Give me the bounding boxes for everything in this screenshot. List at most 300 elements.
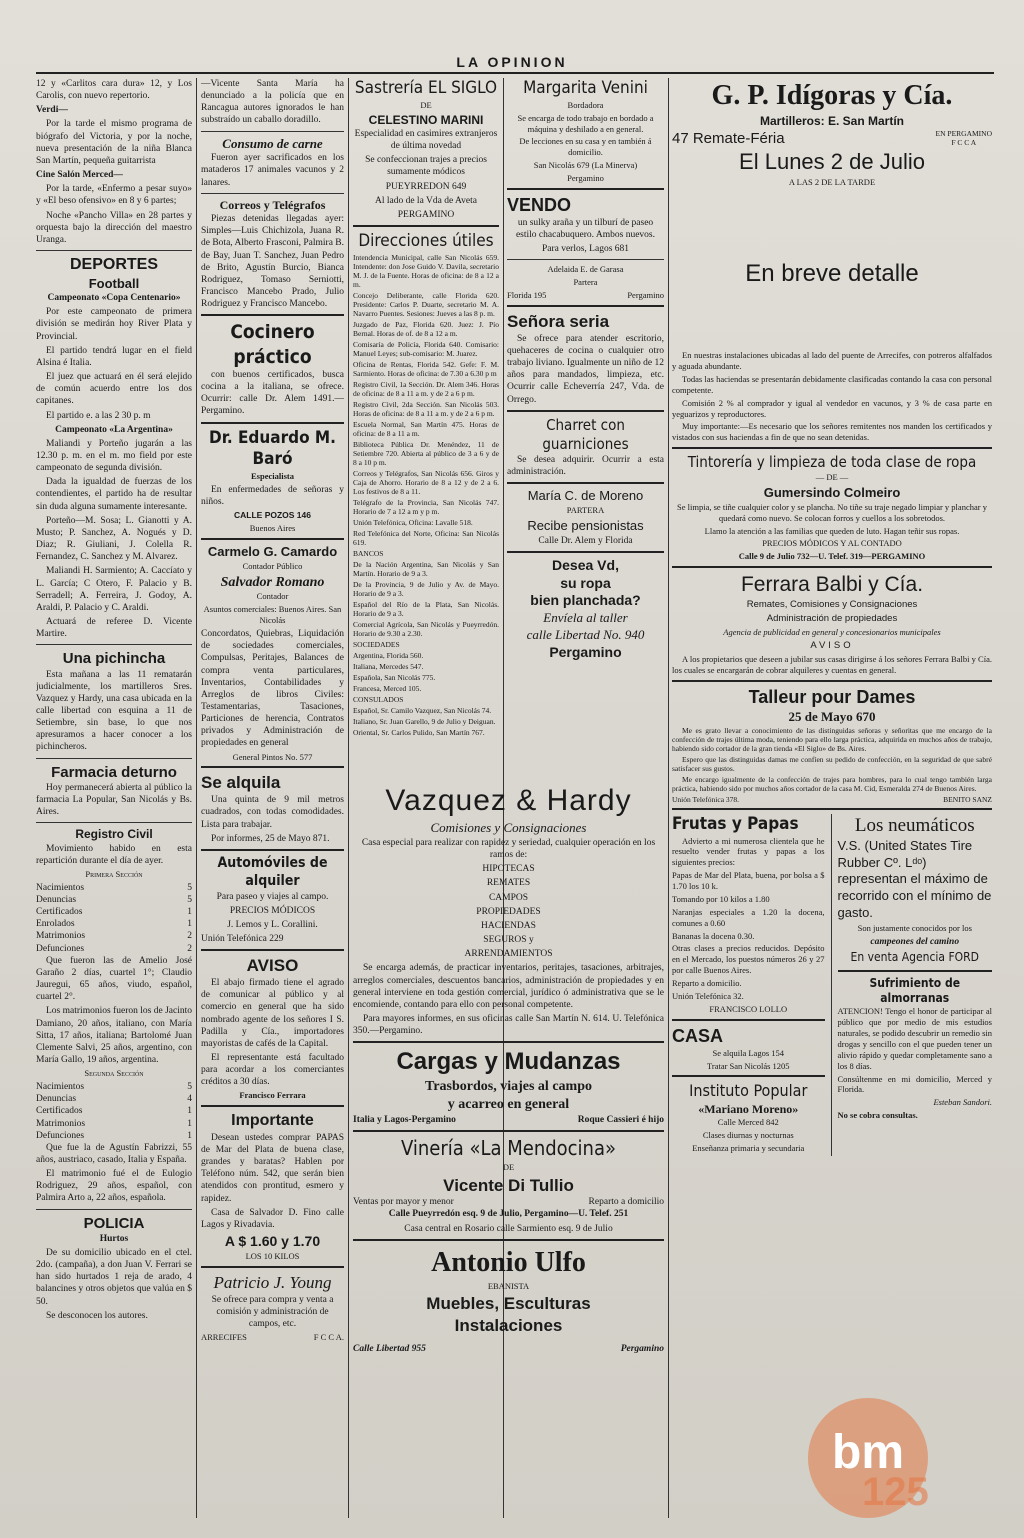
lunes-heading: El Lunes 2 de Julio <box>739 149 925 175</box>
garasa-subtitle: Partera <box>573 277 598 288</box>
instituto-text: Clases diurnas y nocturnas <box>702 1130 794 1141</box>
breve-text-1: En nuestras instalaciones ubicadas al lado del puente de Arrecifes, con potreros alfalfados y aguada abundante. <box>672 350 992 371</box>
moreno-heading: María C. de Moreno <box>527 488 644 504</box>
neumaticos-small: Son justamente conocidos por los <box>857 923 972 934</box>
automoviles-heading: Automóviles de alquiler <box>217 854 328 889</box>
neumaticos-heading: Los neumáticos <box>854 814 975 836</box>
column-3 <box>353 78 499 798</box>
baro-city: Buenos Aires <box>249 523 296 534</box>
camp2-text-2: Dada la igualdad de fuerzas de los contendientes, el partido ha de resultar sin duda alguna sumamente interesante. <box>36 477 192 512</box>
ulfo-address: Calle Libertad 955 <box>353 1343 426 1354</box>
direccion-item: Francesa, Merced 105. <box>353 683 422 693</box>
lunes-time: A LAS 2 DE LA TARDE <box>788 176 876 187</box>
divider <box>507 482 664 484</box>
vazquez-list-item: SEGUROS y <box>483 935 534 946</box>
stat-label: Enrolados <box>36 919 75 930</box>
vazquez-list-item: HIPOTECAS <box>482 864 535 875</box>
matrimonios-2-text: El matrimonio fué el de Eulogio Rodriguez, 29 años, español, con Palmira Arto a, 22 años, española. <box>36 1169 192 1204</box>
instituto-name: «Mariano Moreno» <box>698 1101 799 1116</box>
ulfo-heading: Antonio Ulfo <box>431 1246 586 1278</box>
direccion-item: Biblioteca Pública Dr. Menéndez, 11 de Setiembre 720. Abierta al público de 3 a 6 y de 8 a 10 p m. <box>353 439 499 467</box>
bottom-split <box>672 814 992 1156</box>
cine-text-2: Noche «Pancho Villa» en 28 partes y orquesta bajo la dirección del maestro Uranga. <box>36 210 192 245</box>
column-divider <box>196 78 197 1518</box>
almorranas-text: ATENCION! Tengo el honor de participar al público que por medio de mis estudios naturales, se podido descubrir un remedio sin drogas y sencillo con el que pueden tener un alivio rápido y quedar completamente sano a los 8 días. <box>837 1006 992 1071</box>
column-1 <box>36 78 192 1518</box>
divider <box>507 410 664 412</box>
young-rail: F C C A. <box>313 1332 344 1343</box>
direccion-item: Red Telefónica del Norte, Oficina: San Nicolás 619. <box>353 528 499 547</box>
garasa-footer <box>507 290 664 301</box>
correos-heading: Correos y Telégrafos <box>219 197 326 212</box>
venini-text-1: Se encarga de todo trabajo en bordado a máquina y deshilado a en general. <box>517 112 654 134</box>
bottom-left-ads <box>672 814 825 1156</box>
frutas-list-item: Reparto a domicilio. <box>672 978 742 989</box>
venini-text-2: De lecciones en su casa y en también á domicilio. <box>519 136 652 158</box>
stat-label: Denuncias <box>36 894 77 905</box>
ferrara-text-1: Remates, Comisiones y Consignaciones <box>746 599 918 611</box>
stat-row <box>36 894 192 906</box>
desea-line-6: Pergamino <box>549 643 622 660</box>
divider <box>353 225 499 227</box>
garasa-city: Pergamino <box>627 290 664 301</box>
direccion-item: SOCIEDADES <box>353 639 400 649</box>
frutas-list-item: Papas de Mar del Plata, buena, por bolsa a $ 1.70 los 10 k. <box>672 870 825 892</box>
frutas-list-item: Tomando por 10 kilos a 1.80 <box>672 893 770 904</box>
baro-text: En enfermedades de señoras y niños. <box>201 484 344 508</box>
sastreria-address-2: Al lado de la Vda de Aveta <box>374 195 477 206</box>
auto-telephone: Unión Telefónica 229 <box>201 934 284 945</box>
divider <box>36 758 192 759</box>
divider <box>507 305 664 307</box>
garasa-address: Florida 195 <box>507 290 547 301</box>
stat-value: 5 <box>187 1082 192 1093</box>
direccion-item: Registro Civil, 2da Sección. San Nicolás 503. Horas de oficina: de 8 a 11 a m. y de 2 a 6 p m. <box>353 399 499 418</box>
column-divider <box>831 814 832 1156</box>
stat-label: Certificados <box>36 907 83 918</box>
direccion-item: Concejo Deliberante, calle Florida 620. Presidente: Carlos P. Duarte, secretario M. A. Navarro Puentes. Sesiones: Jueves a las 8 p. m. <box>353 290 499 318</box>
stat-value: 1 <box>187 1130 192 1141</box>
camardo-heading: Carmelo G. Camardo <box>207 544 338 560</box>
registro-text: Movimiento habido en esta repartición durante el día de ayer. <box>36 843 192 866</box>
vendo-heading: VENDO <box>507 194 572 215</box>
young-text: Se ofrece para compra y venta a comisión y administración de campos, etc. <box>211 1294 334 1329</box>
senora-heading: Señora seria <box>507 312 610 331</box>
frutas-list-item: Bananas la docena 0.30. <box>672 930 755 941</box>
divider <box>201 131 344 132</box>
camp1-text-4: El partido e. a las 2 30 p. m <box>46 410 151 421</box>
camp2-text-1: Maliandi y Porteño jugarán a las 12.30 p. m. en el m. mo field por este campeonato de segunda división. <box>36 438 192 474</box>
remate-rail: F C C A <box>951 138 977 148</box>
divider <box>672 808 992 810</box>
direccion-item: Italiano, Sr. Juan Garello, 9 de Julio y Deiguan. <box>353 716 496 726</box>
deportes-heading: DEPORTES <box>69 256 158 274</box>
vazquez-text-1: Casa especial para realizar con rapidez y seriedad, cualquier operación en los ramos de: <box>361 838 656 861</box>
column-divider <box>668 78 669 1518</box>
column-5 <box>672 78 992 1518</box>
importante-text: Desean ustedes comprar PAPAS de Mar del Plata de buena clase, grandes y baratas? Hablen por Teléfono núm. 542, que serán bien atendidos con prontitud, esmero y rapidez. <box>201 1132 344 1204</box>
direccion-item: Escuela Normal, San Martín 475. Horas de oficina: de 8 a 11 a m. <box>353 419 499 438</box>
stat-row <box>36 1105 192 1117</box>
tintoreria-address: Calle 9 de Julio 732—U. Telef. 319—PERGAMINO <box>738 551 926 562</box>
stat-value: 2 <box>187 943 192 954</box>
camp2-text-4: Maliandi H. Sarmiento; A. Caccíato y L. García; C Otero, F. Palacio y B. Serradell; A. Ferreira, J. Godoy, A. Araldi, P. Palacio y C. Araldi. <box>36 566 192 613</box>
baro-subtitle: Especialista <box>251 471 294 482</box>
breve-text-4: Muy importante:—Es necesario que los señores remitentes nos manden los certificados y vistados con sus haciendas a fin de que no sean detenidas. <box>672 421 992 443</box>
casa-text-2: Tratar San Nicolás 1205 <box>706 1060 790 1071</box>
aviso-heading: AVISO <box>246 956 299 976</box>
alquila-heading: Se alquila <box>201 773 281 793</box>
stat-value: 1 <box>187 1118 192 1129</box>
sastreria-text-1: Especialidad en casimires extranjeros de última novedad <box>354 128 498 152</box>
wide-ads-column <box>353 782 664 1482</box>
matrimonios-1-text: Los matrimonios fueron los de Jacinto Damiano, 20 años, italiano, con María Sitta, 17 años, italiana; Bartolomé Juan Clemente Salvi, 25 años, argentino, con María Gallo, 19 años, argentina. <box>36 1006 192 1066</box>
frutas-heading: Frutas y Papas <box>672 813 799 834</box>
vineria-text-1b: Reparto a domicilio <box>588 1197 664 1208</box>
cargas-subtitle-1: Trasbordos, viajes al campo <box>425 1079 592 1095</box>
vazquez-heading: Vazquez & Hardy <box>385 784 632 817</box>
venini-city: Pergamino <box>567 173 604 183</box>
talleur-heading: Talleur pour Dames <box>748 687 916 708</box>
pichincha-heading: Una pichincha <box>62 650 166 668</box>
almorranas-signature: Esteban Sandori. <box>933 1097 992 1108</box>
stat-row <box>36 906 192 918</box>
remate-row <box>672 129 992 148</box>
direccion-item: CONSULADOS <box>353 694 404 704</box>
divider <box>201 766 344 768</box>
registro-heading: Registro Civil <box>75 827 153 842</box>
divider <box>353 1130 664 1132</box>
importante-heading: Importante <box>231 1112 314 1130</box>
stat-label: Matrimonios <box>36 1118 86 1129</box>
sastreria-city: PERGAMINO <box>397 209 455 220</box>
importante-price: A $ 1.60 y 1.70 <box>224 1233 321 1250</box>
cine-text-1: Por la tarde, «Enfermo a pesar suyo» y «El beso ofensivo» en 8 y 6 partes; <box>36 184 192 207</box>
stats-list-2 <box>36 1081 192 1142</box>
aviso-signature: Francisco Ferrara <box>239 1090 306 1101</box>
remate-title: 47 Remate-Féria <box>672 130 785 148</box>
neumaticos-agency: En venta Agencia FORD <box>850 950 979 965</box>
divider <box>201 1105 344 1107</box>
divider <box>36 1209 192 1210</box>
direccion-item: De la Nación Argentina, San Nicolás y San Martín. Horario de 9 a 3. <box>353 559 499 578</box>
cargas-address: Italia y Lagos-Pergamino <box>353 1114 456 1125</box>
moreno-address: Calle Dr. Alem y Florida <box>538 535 633 546</box>
stat-row <box>36 918 192 930</box>
campeonato-2-heading: Campeonato «La Argentina» <box>55 424 173 435</box>
vazquez-list-item: ARRENDAMIENTOS <box>464 949 553 960</box>
ferrara-heading: Ferrara Balbi y Cía. <box>740 573 924 597</box>
ulfo-text-2: Instalaciones <box>454 1316 563 1336</box>
bottom-right-ads <box>838 814 993 1156</box>
talleur-telephone: Unión Telefónica 378. <box>672 794 740 804</box>
ferrara-text-2: Administración de propiedades <box>766 613 898 625</box>
direccion-item: Comisaría de Policía, Florida 640. Comisario: Manuel Leyes; sub-comisario: M. Juarez. <box>353 339 499 358</box>
importante-address: Casa de Salvador D. Fino calle Lagos y Rivadavia. <box>201 1207 344 1230</box>
divider <box>201 422 344 424</box>
direccion-item: Española, San Nicolás 775. <box>353 672 436 682</box>
divider <box>201 193 344 194</box>
almorranas-free: No se cobra consultas. <box>837 1110 918 1121</box>
romano-heading: Salvador Romano <box>220 574 325 590</box>
baro-heading: Dr. Eduardo M. Baró <box>209 427 336 470</box>
direccion-item: Español, Sr. Camilo Vazquez, San Nicolás 74. <box>353 705 492 715</box>
divider <box>201 849 344 851</box>
divider <box>672 566 992 568</box>
importante-unit: LOS 10 KILOS <box>245 1250 300 1261</box>
vazquez-list-item: REMATES <box>486 878 531 889</box>
pichincha-text: Esta mañana a las 11 rematarán judicialmente, los martilleros Sres. Vazquez y Hardy, una casa ubicada en la calle libertad con esquina a 11 de Setiembre, sin base, lo que nos apresuramos a hacer conocer a los pichincheros. <box>36 669 192 753</box>
consumo-text: Fueron ayer sacrificados en los mataderos 17 animales vacunos y 2 lanares. <box>201 153 344 188</box>
camp1-text-1: Por este campeonato de primera división se medirán hoy River Plata y Provincial. <box>36 307 192 342</box>
direcciones-heading: Direcciones útiles <box>358 231 494 252</box>
stats-list-1 <box>36 882 192 955</box>
stat-row <box>36 1130 192 1142</box>
divider <box>201 538 344 540</box>
martilleros: Martilleros: E. San Martín <box>759 113 905 128</box>
vazquez-list-item: HACIENDAS <box>481 920 536 931</box>
desea-line-4: Envíela al taller <box>543 610 628 626</box>
stat-value: 5 <box>187 894 192 905</box>
vineria-central: Casa central en Rosario calle Sarmiento esq. 9 de Julio <box>404 1223 613 1234</box>
direccion-item: De la Provincia, 9 de Julio y Av. de Mayo. Horario de 9 a 3. <box>353 579 499 598</box>
column-4 <box>507 78 664 778</box>
young-address: ARRECIFES <box>201 1332 247 1343</box>
theater-note: 12 y «Carlitos cara dura» 12, y Los Carolis, con nuevo repertorio. <box>36 79 192 102</box>
divider <box>672 1019 825 1021</box>
divider <box>201 949 344 951</box>
stat-row <box>36 1093 192 1105</box>
camp1-text-2: El partido tendrá lugar en el field Alsina é Italia. <box>36 345 192 368</box>
vazquez-list <box>353 863 664 960</box>
instituto-text-2: Enseñanza primaria y secundaria <box>692 1143 805 1154</box>
hurtos-text-2: Se desconocen los autores. <box>46 1310 148 1321</box>
desea-line-5: calle Libertad No. 940 <box>526 627 645 642</box>
direccion-item: Intendencia Municipal, calle San Nicolás 659. Intendente: don Jose Guido V. Davila, secretario M. J. de la Fuente. Horas de oficina: de 8 a 12 a m. <box>353 252 499 289</box>
ulfo-city: Pergamino <box>620 1343 664 1354</box>
hurtos-heading: Hurtos <box>99 1233 129 1244</box>
defunciones-2-text: Que fue la de Agustín Fabrizzi, 55 años, austriaco, casado, Italia y España. <box>36 1142 192 1165</box>
defunciones-1-text: Que fueron las de Amelio José Garaño 2 días, cuartel 1°; Claudio Jauregui, 65 años, viudo, español, cuartel 2°. <box>36 955 192 1003</box>
correos-text: Piezas detenidas llegadas ayer: Simples—Luis Chichizola, Juana R. de Bota, Alberto Frasconi, Palmira B. de Bay, Juan T. Sanchez, Juan Pedro de Brito, Agustín Burcio, Bianca Rodriguez, Tomaso Serniotti, Francisco Mancebo Prado, Julio Rodriguez y Francisco Mancebo. <box>201 214 344 310</box>
camp2-text-3: Porteño—M. Sosa; L. Gianotti y A. Musto; P. Sanchez, A. Nogués y D. Diaz; R. Giuliani, J. Colella R. Fernandez, C. Sanchez y M. Alvarez. <box>36 515 192 563</box>
vazquez-list-item: CAMPOS <box>488 892 529 903</box>
frutas-list <box>672 870 825 1002</box>
moreno-text: Recibe pensionistas <box>527 517 644 533</box>
stat-label: Nacimientos <box>36 1082 85 1093</box>
idigoras-heading: G. P. Idígoras y Cía. <box>711 80 953 111</box>
cargas-footer <box>353 1114 664 1126</box>
stat-label: Denuncias <box>36 1094 77 1105</box>
ferrara-text-3: Agencia de publicidad en general y concesionarios municipales <box>723 627 941 638</box>
frutas-text: Advierto a mi numerosa clientela que he resuelto vender frutas y papas a los siguientes precios: <box>672 835 825 868</box>
campeonato-1-heading: Campeonato «Copa Centenario» <box>47 293 181 304</box>
romano-text-2: Concordatos, Quiebras, Liquidación de sociedades comerciales, Compulsas, Peritajes, Balances de compra venta particulares, Inventarios, Contabilidades y Arreglos de libros Civiles: Testamentarias, Tasaciones, Particiones de herencia, Contratos privados y Administración de propiedades en general <box>201 629 344 749</box>
camp2-text-5: Actuará de referee D. Vicente Martire. <box>36 617 192 640</box>
direccion-item: Oficina de Rentas, Florida 542. Gefe: F. M. Sarmiento. Horas de oficina: de 7.30 a 6.30 p m <box>353 359 499 378</box>
vineria-heading: Vinería «La Mendocina» <box>400 1136 616 1161</box>
vineria-name: Vicente Di Tullio <box>443 1175 574 1195</box>
romano-address: General Pintos No. 577 <box>232 751 313 762</box>
camardo-subtitle: Contador Público <box>242 560 303 571</box>
sastreria-address: PUEYRREDON 649 <box>385 181 467 192</box>
cocinero-text: con buenos certificados, busca cocina a la italiana, se ofrece. Ocurrir: calle Dr. Alem 1491.—Pergamino. <box>201 369 344 417</box>
vineria-text-1: Ventas por mayor y menor <box>353 1197 454 1208</box>
seccion-1-heading: Primera Sección <box>85 868 143 879</box>
vazquez-text-2: Se encarga además, de practicar inventarios, peritajes, tasaciones, arbitrajes, arreglos comerciales, descuentos bancarios, administración de propiedades y en general interviene en toda gestión comercial, jurídico ó administrativa que se le encomiende, contando para ello con personal competente. <box>353 963 664 1010</box>
stat-label: Certificados <box>36 1106 83 1117</box>
senora-text: Se ofrece para atender escritorio, quehaceres de cocina o cualquier otro trabajo liviano. Igualmente un niño de 12 años para mandados, limpieza, etc. Ocurrir calle Echeverría 247, Vda. de Orrego. <box>507 333 664 405</box>
denuncia-text: —Vicente Santa María ha denunciado a la policía que en Rancagua autores ignorados le han substraído un caballo doradillo. <box>201 79 344 126</box>
direccion-item: Comercial Agrícola, San Nicolás y Pueyrredón. Horario de 9.30 a 2.30. <box>353 619 499 638</box>
alquila-text: Una quinta de 9 mil metros cuadrados, con todas comodidades. Lista para trabajar. <box>201 795 344 830</box>
cargas-name: Roque Cassieri é hijo <box>577 1114 664 1125</box>
divider <box>353 1041 664 1043</box>
stat-row <box>36 882 192 894</box>
frutas-signature: FRANCISCO LOLLO <box>709 1003 788 1014</box>
hurtos-text: De su domicilio ubicado en el ctel. 2do. (campaña), a don Juan V. Ferrari se han sido hurtados 1 reja de arado, 4 balancines y otros objetos que valúa en $ 50. <box>36 1247 192 1307</box>
baro-address: CALLE POZOS 146 <box>234 510 311 521</box>
farmacia-heading: Farmacia deturno <box>51 763 177 781</box>
frutas-list-item: Unión Telefónica 32. <box>672 990 744 1001</box>
charret-text: Se desea adquirir. Ocurrir a esta administración. <box>507 455 664 478</box>
divider <box>36 250 192 251</box>
direccion-item: Italiana, Mercedes 547. <box>353 661 424 671</box>
column-divider <box>348 78 349 1518</box>
tintoreria-name: Gumersindo Colmeiro <box>763 485 901 501</box>
divider <box>201 314 344 316</box>
divider <box>507 551 664 553</box>
header-rule <box>36 72 994 74</box>
column-2 <box>201 78 344 1518</box>
direccion-item: Registro Civil, 1a Sección. Dr. Alem 346. Horas de oficina: de 8 a 11 a m. y de 2 a 6 p m. <box>353 379 499 398</box>
stat-value: 4 <box>187 1094 192 1105</box>
direccion-item: Español del Río de la Plata, San Nicolás. Horario de 9 a 3. <box>353 599 499 618</box>
venini-heading: Margarita Venini <box>523 78 648 98</box>
stat-label: Nacimientos <box>36 882 85 893</box>
vazquez-list-item: PROPIEDADES <box>476 906 541 917</box>
stat-label: Defunciones <box>36 943 85 954</box>
ulfo-text-1: Muebles, Esculturas <box>426 1294 591 1314</box>
neumaticos-text: V.S. (United States Tire Rubber Cº. Lᵈᵒ) representan el máximo de recorrido con el mínimo de gasto. <box>837 838 992 920</box>
young-footer <box>201 1332 344 1343</box>
vineria-de: DE <box>502 1161 515 1172</box>
ulfo-subtitle: EBANISTA <box>487 1280 530 1291</box>
divider <box>507 188 664 190</box>
venini-subtitle: Bordadora <box>567 99 604 110</box>
direccion-item: Juzgado de Paz, Florida 620. Juez: J. Pío Bernal. Horas de of. de 8 a 12 a m. <box>353 319 499 338</box>
stat-value: 5 <box>187 882 192 893</box>
stat-label: Matrimonios <box>36 931 86 942</box>
desea-line-2: su ropa <box>560 574 611 591</box>
casa-heading: CASA <box>672 1025 724 1046</box>
sastreria-heading: Sastrería EL SIGLO <box>354 78 498 98</box>
direccion-item: Correos y Telégrafos, San Nicolás 656. Giros y Caja de Ahorro. Horario de 8 a 12 y de 2 a 6. Los festivos de 8 a 11. <box>353 468 499 496</box>
instituto-heading: Instituto Popular <box>689 1081 808 1101</box>
vineria-address: Calle Pueyrredón esq. 9 de Julio, Pergamino—U. Telef. 251 <box>388 1209 629 1220</box>
stat-value: 1 <box>187 907 192 918</box>
cargas-heading: Cargas y Mudanzas <box>396 1048 621 1076</box>
verdi-label: Verdi— <box>36 105 68 116</box>
cine-label: Cine Salón Merced— <box>36 170 123 181</box>
almorranas-heading: Sufrimiento de almorranas <box>869 975 961 1005</box>
tintoreria-prices: PRECIOS MÓDICOS Y AL CONTADO <box>762 538 902 549</box>
auto-prices: PRECIOS MÓDICOS <box>229 905 316 916</box>
garasa-name: Adelaida E. de Garasa <box>547 264 624 275</box>
sastreria-text-2: Se confeccionan trajes a precios sumamente módicos <box>365 155 487 178</box>
talleur-text-3: Me encargo igualmente de la confección de trajes para hombres, para lo cual tengo también larga práctica, habiendo sido por muchos años cortador de la casa M. Cid, Esmeralda 274 de Buenos Aires. <box>672 774 992 793</box>
romano-text-1: Asuntos comerciales: Buenos Aires. San Nicolás <box>203 604 342 626</box>
divider <box>353 1239 664 1241</box>
farmacia-text: Hoy permanecerá abierta al público la farmacia La Popular, San Nicolás y Bs. Aires. <box>36 782 192 818</box>
vendo-text: un sulky araña y un tilburí de paseo estilo chacabuquero. Ambos nuevos. <box>515 217 656 241</box>
tintoreria-text-1: Se limpia, se tiñe cualquier color y se plancha. No tiñe su traje negado limpiar y planchar y quedará como nuevo. Se colocan forros y cuellos a los sobretodos. <box>677 501 987 523</box>
seccion-2-heading: Segunda Sección <box>84 1068 144 1079</box>
policia-heading: POLICIA <box>83 1214 145 1232</box>
vineria-sales <box>353 1196 664 1208</box>
divider <box>672 447 992 449</box>
stat-row <box>36 930 192 942</box>
ferrara-text-4: A los propietarios que deseen a jubilar sus casas dirigirse á los señores Ferrara Balbi y Cía. los cuales se encargarán de cobrar alquileres y cuentas en general. <box>672 654 992 676</box>
divider <box>672 1075 825 1077</box>
tintoreria-heading: Tintorería y limpieza de toda clase de ropa <box>687 453 977 472</box>
tintoreria-text-2: Llamo la atención a las familias que queden de luto. Hagan teñir sus ropas. <box>704 525 960 536</box>
direccion-item: Telégrafo de la Provincia, San Nicolás 747. Horario de 7 a 12 a m y p m. <box>353 497 499 516</box>
vendo-address: Para verlos, Lagos 681 <box>541 244 630 255</box>
stat-row <box>36 1081 192 1093</box>
frutas-list-item: Naranjas especiales a 1.20 la docena, comunes a 0.60 <box>672 906 825 928</box>
divider <box>672 680 992 682</box>
cargas-subtitle-2: y acarreo en general <box>447 1096 570 1112</box>
almorranas-text-2: Consúltenme en mi domicilio, Merced y Florida. <box>837 1073 992 1095</box>
ulfo-footer <box>353 1343 664 1355</box>
talleur-signature: BENITO SANZ <box>943 794 992 804</box>
frutas-list-item: Otras clases a precios reducidos. Depósito en el Mercado, los puestos números 26 y 27 por calle Buenos Aires. <box>672 943 825 976</box>
stat-row <box>36 1118 192 1130</box>
venini-address: San Nicolás 679 (La Minerva) <box>533 160 638 171</box>
auto-names: J. Lemos y L. Corallini. <box>227 919 318 930</box>
direccion-item: BANCOS <box>353 548 384 558</box>
talleur-footer <box>672 795 992 804</box>
stat-label: Defunciones <box>36 1130 85 1141</box>
neumaticos-italic: campeones del camino <box>870 937 960 948</box>
cocinero-heading: Cocinero práctico <box>230 321 315 368</box>
talleur-address: 25 de Mayo 670 <box>788 709 876 725</box>
consumo-heading: Consumo de carne <box>222 135 323 151</box>
page-number-watermark: 125 <box>862 1470 929 1514</box>
vazquez-text-3: Para mayores informes, en sus oficinas calle San Martín N. 614. U. Telefónica 350.—Pergamino. <box>353 1014 664 1037</box>
football-heading: Football <box>88 275 140 291</box>
desea-line-3: bien planchada? <box>530 592 641 609</box>
divider <box>36 644 192 645</box>
auto-text: Para paseo y viajes al campo. <box>216 891 329 902</box>
sastreria-de: DE <box>420 99 432 110</box>
divider <box>838 970 993 972</box>
romano-subtitle: Contador <box>256 591 289 602</box>
talleur-text-2: Espero que las distinguidas damas me confíen su pedido de confección, en la seguridad de que sabré satisfacer sus gustos. <box>672 754 992 773</box>
watermark-logo-text: bm <box>832 1426 904 1479</box>
breve-text-2: Todas las haciendas se presentarán debidamente clasificadas contando la casa con personal competente. <box>672 373 992 395</box>
remate-place: EN PERGAMINO <box>935 129 992 139</box>
masthead: LA OPINION <box>456 54 568 70</box>
direcciones-list <box>353 253 499 737</box>
ferrara-aviso: AVISO <box>810 640 854 652</box>
casa-text-1: Se alquila Lagos 154 <box>712 1047 785 1058</box>
verdi-text: Por la tarde el mismo programa de biógrafo del Victoria, y por la noche, nueva presentación de la niña Blanca San Martín, pequeña guitarrista <box>36 119 192 166</box>
instituto-address: Calle Merced 842 <box>717 1117 779 1128</box>
breve-text-3: Comisión 2 % al comprador y igual al vendedor en vacunos, y 3 % de casa parte en yeguarizos y reproductores. <box>672 397 992 419</box>
stat-row <box>36 943 192 955</box>
